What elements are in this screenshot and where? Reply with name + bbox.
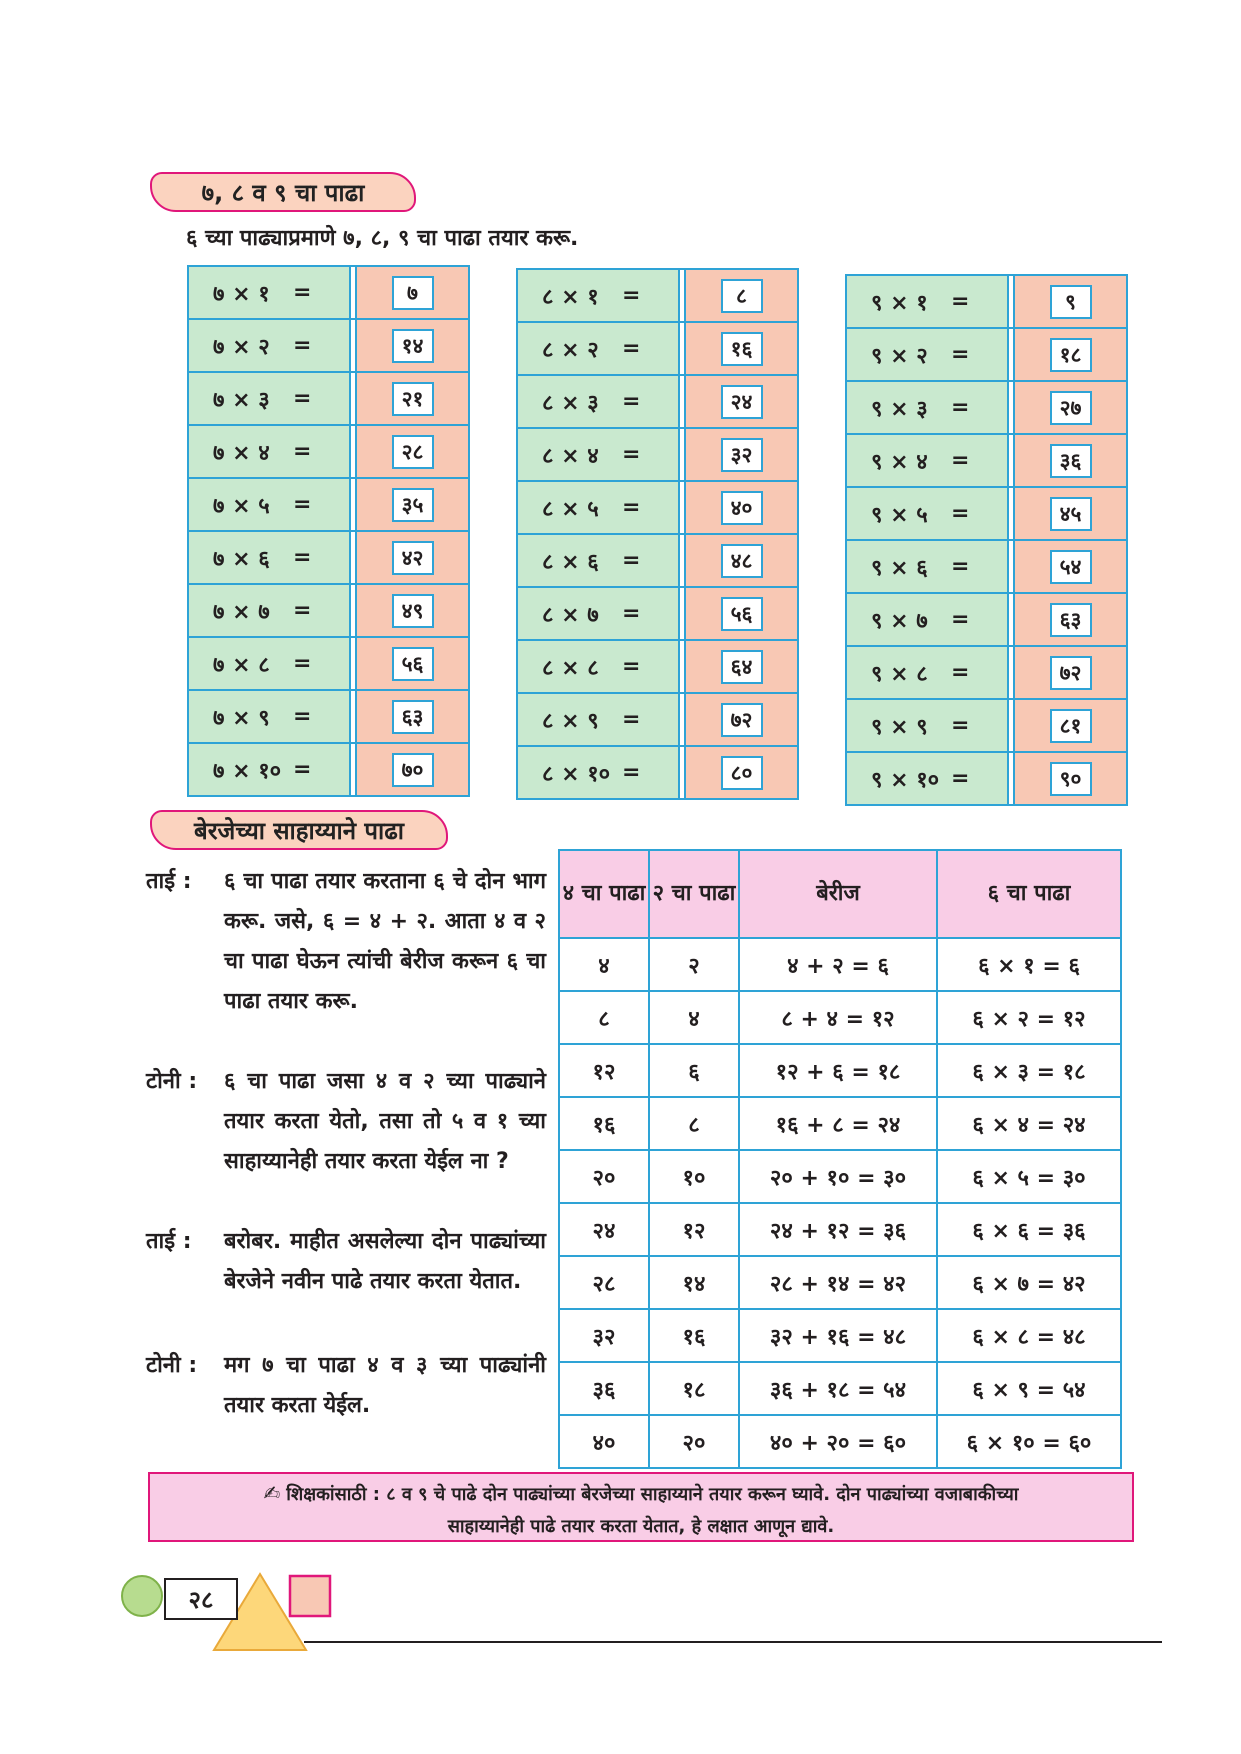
answer-box: ५६ — [721, 597, 763, 631]
multiplication-expression — [847, 700, 1009, 751]
speaker-label: टोनी : — [146, 1069, 198, 1094]
expression-text: ८ × १ — [542, 284, 599, 310]
answer-box: ७२ — [1050, 656, 1092, 690]
answer-cell — [357, 532, 468, 583]
table-row — [518, 376, 797, 429]
multiplication-expression — [189, 479, 351, 530]
addition-table — [558, 849, 1122, 1469]
dialogue-text: मग ७ चा पाढा ४ व ३ च्या पाढ्यांनी तयार करता येईल. — [224, 1353, 546, 1418]
equals-sign: = — [951, 501, 970, 526]
equals-sign: = — [622, 707, 641, 732]
table-cell: १८ — [649, 1362, 739, 1415]
answer-box: २१ — [392, 382, 434, 416]
table-row — [847, 753, 1126, 804]
answer-cell — [686, 641, 797, 692]
answer-cell — [357, 267, 468, 318]
multiplication-expression — [518, 747, 680, 798]
answer-box: ३६ — [1050, 444, 1092, 478]
answer-box: १८ — [1050, 338, 1092, 372]
table-cell: ६ × १ = ६ — [937, 938, 1121, 991]
footer-rule — [304, 1641, 1162, 1643]
multiplication-expression — [189, 744, 351, 795]
dialogue-tony-2 — [146, 1346, 546, 1426]
table-row — [559, 1256, 1121, 1309]
multiplication-expression — [189, 638, 351, 689]
table-row — [847, 700, 1126, 753]
table-cell: ६ × २ = १२ — [937, 991, 1121, 1044]
table-row — [847, 435, 1126, 488]
answer-box: ४० — [721, 491, 763, 525]
page-number: २८ — [188, 1585, 214, 1614]
answer-cell — [686, 323, 797, 374]
multiplication-expression — [847, 647, 1009, 698]
pink-square-shape — [290, 1576, 330, 1616]
answer-box: ७० — [392, 753, 434, 787]
dialogue-tai-1 — [146, 862, 546, 1022]
table-cell: २ — [649, 938, 739, 991]
multiplication-expression — [518, 535, 680, 586]
table-row — [559, 1097, 1121, 1150]
pencil-icon: ✍ — [263, 1481, 281, 1505]
page-number-box — [164, 1578, 238, 1620]
answer-cell — [686, 694, 797, 745]
equals-sign: = — [951, 660, 970, 685]
table-cell: ६ × ९ = ५४ — [937, 1362, 1121, 1415]
answer-cell — [686, 747, 797, 798]
multiplication-expression — [847, 276, 1009, 327]
equals-sign: = — [622, 548, 641, 573]
multiplication-expression — [518, 429, 680, 480]
answer-cell — [1015, 276, 1126, 327]
equals-sign: = — [951, 342, 970, 367]
multiplication-table-7 — [187, 265, 470, 797]
answer-box: ८१ — [1050, 709, 1092, 743]
answer-box: ६३ — [1050, 603, 1092, 637]
answer-cell — [1015, 382, 1126, 433]
section-heading-text: बेरजेच्या साहाय्याने पाढा — [194, 816, 404, 845]
equals-sign: = — [951, 713, 970, 738]
answer-cell — [357, 320, 468, 371]
equals-sign: = — [622, 389, 641, 414]
equals-sign: = — [951, 289, 970, 314]
equals-sign: = — [293, 439, 312, 464]
table-row — [189, 585, 468, 638]
teacher-note-line2: साहाय्यानेही पाढे तयार करता येतात, हे लक्षात आणून द्यावे. — [447, 1516, 835, 1537]
table-cell: १६ — [559, 1097, 649, 1150]
answer-cell — [1015, 541, 1126, 592]
answer-box: ५६ — [392, 647, 434, 681]
table-row — [189, 267, 468, 320]
answer-box: ७ — [392, 276, 434, 310]
answer-box: २८ — [392, 435, 434, 469]
table-row — [518, 588, 797, 641]
table-cell: २० — [649, 1415, 739, 1468]
table-row — [847, 329, 1126, 382]
answer-cell — [1015, 435, 1126, 486]
table-cell: ८ — [649, 1097, 739, 1150]
multiplication-expression — [847, 753, 1009, 804]
expression-text: ९ × ७ — [871, 608, 928, 634]
multiplication-expression — [518, 641, 680, 692]
table-cell: १६ — [649, 1309, 739, 1362]
header-sum: बेरीज — [739, 850, 937, 938]
table-row — [847, 594, 1126, 647]
answer-box: ४५ — [1050, 497, 1092, 531]
dialogue-text: ६ चा पाढा जसा ४ व २ च्या पाढ्याने तयार करता येतो, तसा तो ५ व १ च्या साहाय्यानेही तयार करता येईल ना ? — [224, 1069, 546, 1174]
expression-text: ८ × ५ — [542, 496, 599, 522]
expression-text: ७ × १ — [213, 281, 270, 307]
table-cell: ३२ — [559, 1309, 649, 1362]
table-row — [559, 1309, 1121, 1362]
table-cell: ३२ + १६ = ४८ — [739, 1309, 937, 1362]
equals-sign: = — [293, 280, 312, 305]
table-cell: ४० — [559, 1415, 649, 1468]
equals-sign: = — [622, 495, 641, 520]
table-cell: ६ × ५ = ३० — [937, 1150, 1121, 1203]
answer-box: ७२ — [721, 703, 763, 737]
table-cell: २० + १० = ३० — [739, 1150, 937, 1203]
answer-cell — [357, 638, 468, 689]
table-row — [189, 373, 468, 426]
multiplication-expression — [189, 267, 351, 318]
addition-table-header — [559, 850, 1121, 938]
multiplication-expression — [847, 594, 1009, 645]
answer-box: ४२ — [392, 541, 434, 575]
table-row — [518, 270, 797, 323]
equals-sign: = — [293, 704, 312, 729]
dialogue-tony-1 — [146, 1062, 546, 1182]
equals-sign: = — [622, 760, 641, 785]
speaker-label: ताई : — [146, 1229, 192, 1254]
answer-box: ५४ — [1050, 550, 1092, 584]
expression-text: ८ × ३ — [542, 390, 599, 416]
multiplication-expression — [847, 488, 1009, 539]
multiplication-expression — [847, 541, 1009, 592]
expression-text: ९ × १० — [871, 767, 940, 793]
expression-text: ८ × ६ — [542, 549, 599, 575]
speaker-label: ताई : — [146, 869, 192, 894]
answer-cell — [686, 376, 797, 427]
table-row — [518, 482, 797, 535]
table-cell: १२ — [559, 1044, 649, 1097]
table-cell: २४ + १२ = ३६ — [739, 1203, 937, 1256]
table-cell: ६ × १० = ६० — [937, 1415, 1121, 1468]
table-row — [559, 1362, 1121, 1415]
table-cell: ४ + २ = ६ — [739, 938, 937, 991]
table-row — [189, 320, 468, 373]
answer-cell — [1015, 329, 1126, 380]
table-row — [847, 541, 1126, 594]
answer-cell — [686, 535, 797, 586]
table-row — [189, 744, 468, 795]
multiplication-expression — [189, 426, 351, 477]
table-cell: ६ × ४ = २४ — [937, 1097, 1121, 1150]
section-heading-addition — [150, 810, 448, 850]
multiplication-expression — [189, 532, 351, 583]
table-cell: ४ — [559, 938, 649, 991]
table-row — [559, 1150, 1121, 1203]
multiplication-expression — [189, 373, 351, 424]
table-cell: २० — [559, 1150, 649, 1203]
section-heading-tables — [150, 172, 416, 212]
multiplication-expression — [189, 320, 351, 371]
answer-cell — [1015, 594, 1126, 645]
table-row — [518, 641, 797, 694]
multiplication-expression — [518, 482, 680, 533]
multiplication-expression — [847, 382, 1009, 433]
answer-cell — [357, 373, 468, 424]
table-cell: ६ × ७ = ४२ — [937, 1256, 1121, 1309]
expression-text: ७ × ४ — [213, 440, 270, 466]
equals-sign: = — [622, 442, 641, 467]
equals-sign: = — [293, 651, 312, 676]
equals-sign: = — [293, 333, 312, 358]
answer-box: ९० — [1050, 762, 1092, 796]
table-row — [559, 1044, 1121, 1097]
expression-text: ८ × २ — [542, 337, 599, 363]
table-cell: ४ — [649, 991, 739, 1044]
answer-box: १६ — [721, 332, 763, 366]
table-cell: १२ — [649, 1203, 739, 1256]
multiplication-expression — [518, 694, 680, 745]
equals-sign: = — [293, 757, 312, 782]
multiplication-table-8 — [516, 268, 799, 800]
multiplication-expression — [518, 270, 680, 321]
table-cell: ३६ + १८ = ५४ — [739, 1362, 937, 1415]
answer-cell — [357, 479, 468, 530]
table-row — [518, 429, 797, 482]
expression-text: ७ × २ — [213, 334, 270, 360]
answer-cell — [686, 482, 797, 533]
expression-text: ९ × ९ — [871, 714, 928, 740]
equals-sign: = — [293, 598, 312, 623]
equals-sign: = — [951, 554, 970, 579]
speaker-label: टोनी : — [146, 1353, 198, 1378]
table-row — [518, 323, 797, 376]
equals-sign: = — [951, 448, 970, 473]
table-row — [189, 426, 468, 479]
answer-cell — [1015, 753, 1126, 804]
answer-cell — [686, 429, 797, 480]
table-cell: १४ — [649, 1256, 739, 1309]
section-heading-text: ७, ८ व ९ चा पाढा — [201, 178, 365, 207]
table-cell: ६ — [649, 1044, 739, 1097]
answer-box: ८० — [721, 756, 763, 790]
expression-text: ७ × ८ — [213, 652, 270, 678]
table-cell: २४ — [559, 1203, 649, 1256]
answer-box: ४९ — [392, 594, 434, 628]
answer-box: ३५ — [392, 488, 434, 522]
table-cell: २८ + १४ = ४२ — [739, 1256, 937, 1309]
expression-text: ९ × ८ — [871, 661, 928, 687]
expression-text: ७ × ७ — [213, 599, 270, 625]
equals-sign: = — [293, 492, 312, 517]
expression-text: ८ × १० — [542, 761, 611, 787]
expression-text: ७ × १० — [213, 758, 282, 784]
answer-box: २७ — [1050, 391, 1092, 425]
answer-cell — [357, 691, 468, 742]
table-cell: ६ × ३ = १८ — [937, 1044, 1121, 1097]
answer-box: ८ — [721, 279, 763, 313]
answer-cell — [357, 585, 468, 636]
table-cell: १२ + ६ = १८ — [739, 1044, 937, 1097]
table-row — [189, 532, 468, 585]
expression-text: ७ × ५ — [213, 493, 270, 519]
expression-text: ९ × १ — [871, 290, 928, 316]
expression-text: ८ × ८ — [542, 655, 599, 681]
expression-text: ९ × ४ — [871, 449, 928, 475]
table-row — [518, 747, 797, 798]
table-row — [189, 691, 468, 744]
expression-text: ७ × ३ — [213, 387, 270, 413]
table-row — [847, 647, 1126, 700]
answer-cell — [357, 744, 468, 795]
dialogue-tai-2 — [146, 1222, 546, 1302]
table-row — [847, 488, 1126, 541]
expression-text: ९ × ६ — [871, 555, 928, 581]
answer-box: २४ — [721, 385, 763, 419]
table-row — [847, 276, 1126, 329]
equals-sign: = — [951, 766, 970, 791]
green-circle-shape — [122, 1576, 162, 1616]
answer-cell — [1015, 700, 1126, 751]
expression-text: ७ × ९ — [213, 705, 270, 731]
multiplication-expression — [847, 329, 1009, 380]
table-row — [559, 1415, 1121, 1468]
table-row — [847, 382, 1126, 435]
equals-sign: = — [293, 545, 312, 570]
table-cell: ३६ — [559, 1362, 649, 1415]
table-cell: ६ × ६ = ३६ — [937, 1203, 1121, 1256]
header-table-6: ६ चा पाढा — [937, 850, 1121, 938]
answer-cell — [686, 270, 797, 321]
answer-cell — [686, 588, 797, 639]
answer-box: ४८ — [721, 544, 763, 578]
table-row — [518, 694, 797, 747]
table-row — [559, 991, 1121, 1044]
equals-sign: = — [293, 386, 312, 411]
multiplication-expression — [847, 435, 1009, 486]
dialogue-text: ६ चा पाढा तयार करताना ६ चे दोन भाग करू. जसे, ६ = ४ + २. आता ४ व २ चा पाढा घेऊन त्यांची बेरीज करून ६ चा पाढा तयार करू. — [224, 869, 546, 1014]
expression-text: ८ × ७ — [542, 602, 599, 628]
table-row — [559, 938, 1121, 991]
table-cell: २८ — [559, 1256, 649, 1309]
multiplication-expression — [189, 691, 351, 742]
expression-text: ७ × ६ — [213, 546, 270, 572]
expression-text: ९ × २ — [871, 343, 928, 369]
answer-cell — [357, 426, 468, 477]
expression-text: ८ × ४ — [542, 443, 599, 469]
multiplication-expression — [189, 585, 351, 636]
expression-text: ९ × ३ — [871, 396, 928, 422]
answer-cell — [1015, 647, 1126, 698]
equals-sign: = — [951, 395, 970, 420]
teacher-note-line1: शिक्षकांसाठी : ८ व ९ चे पाढे दोन पाढ्यांच्या बेरजेच्या साहाय्याने तयार करून घ्यावे. दोन पाढ्यांच्या वजाबाकीच्या — [286, 1484, 1019, 1505]
multiplication-expression — [518, 376, 680, 427]
equals-sign: = — [622, 283, 641, 308]
table-row — [189, 479, 468, 532]
equals-sign: = — [951, 607, 970, 632]
table-row — [189, 638, 468, 691]
equals-sign: = — [622, 601, 641, 626]
teacher-note — [148, 1472, 1134, 1542]
multiplication-expression — [518, 588, 680, 639]
multiplication-expression — [518, 323, 680, 374]
table-cell: ८ — [559, 991, 649, 1044]
table-cell: ६ × ८ = ४८ — [937, 1309, 1121, 1362]
table-cell: १० — [649, 1150, 739, 1203]
equals-sign: = — [622, 654, 641, 679]
answer-box: १४ — [392, 329, 434, 363]
table-cell: ४० + २० = ६० — [739, 1415, 937, 1468]
equals-sign: = — [622, 336, 641, 361]
answer-box: ६४ — [721, 650, 763, 684]
multiplication-table-9 — [845, 274, 1128, 806]
table-row — [559, 1203, 1121, 1256]
answer-cell — [1015, 488, 1126, 539]
answer-box: ३२ — [721, 438, 763, 472]
header-table-4: ४ चा पाढा — [559, 850, 649, 938]
table-cell: १६ + ८ = २४ — [739, 1097, 937, 1150]
dialogue-text: बरोबर. माहीत असलेल्या दोन पाढ्यांच्या बेरजेने नवीन पाढे तयार करता येतात. — [224, 1229, 546, 1294]
table-row — [518, 535, 797, 588]
answer-box: ६३ — [392, 700, 434, 734]
header-table-2: २ चा पाढा — [649, 850, 739, 938]
section-intro-text: ६ च्या पाढ्याप्रमाणे ७, ८, ९ चा पाढा तयार करू. — [186, 226, 579, 251]
answer-box: ९ — [1050, 285, 1092, 319]
table-cell: ८ + ४ = १२ — [739, 991, 937, 1044]
expression-text: ८ × ९ — [542, 708, 599, 734]
expression-text: ९ × ५ — [871, 502, 928, 528]
